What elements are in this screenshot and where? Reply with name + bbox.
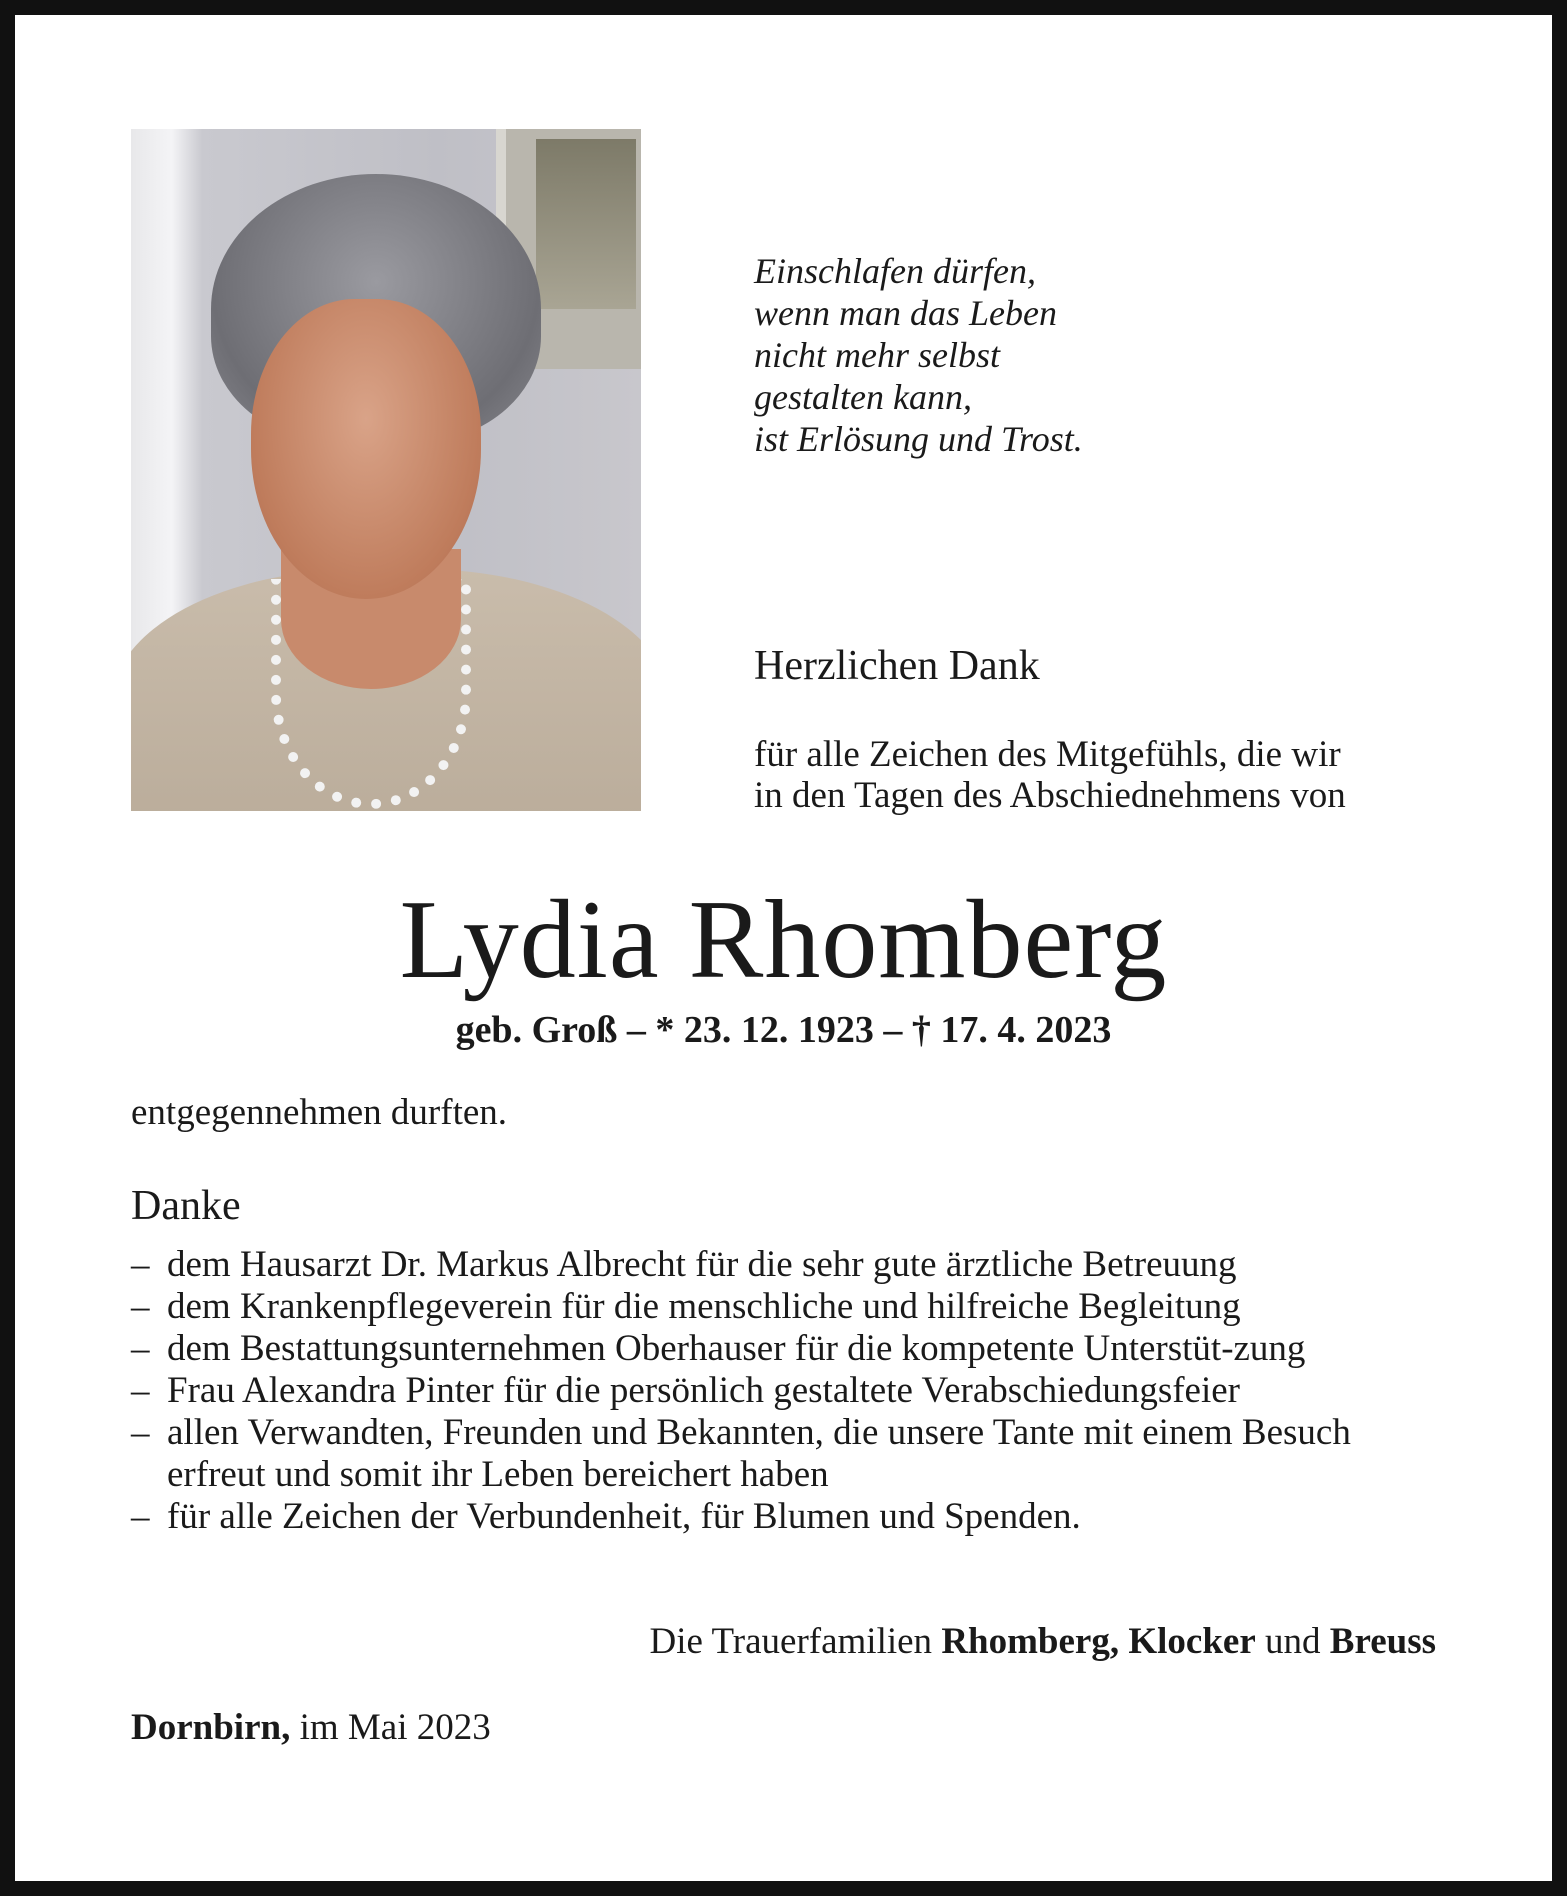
- list-item: [131, 1244, 1441, 1286]
- life-dates: geb. Groß – * 23. 12. 1923 – † 17. 4. 2023: [455, 1009, 1112, 1051]
- list-item-text: dem Krankenpflegeverein für die menschliche und hilfreiche Begleitung: [167, 1286, 1241, 1327]
- dash: –: [131, 1370, 150, 1411]
- outro-text: entgegennehmen durften.: [131, 1092, 508, 1133]
- dash: –: [131, 1496, 150, 1537]
- intro-line: für alle Zeichen des Mitgefühls, die wir: [754, 734, 1341, 775]
- list-item-text: Frau Alexandra Pinter für die persönlich gestaltete Verabschiedungsfeier: [167, 1370, 1240, 1411]
- list-item: [131, 1412, 1441, 1496]
- dash: –: [131, 1412, 150, 1453]
- list-item-text: dem Hausarzt Dr. Markus Albrecht für die sehr gute ärztliche Betreuung: [167, 1244, 1237, 1285]
- family-name: Klocker: [1128, 1621, 1256, 1662]
- portrait-photo: [131, 129, 641, 811]
- family-name: Rhomberg,: [941, 1621, 1120, 1662]
- quote-line: Einschlafen dürfen,: [754, 251, 1036, 291]
- signature-prefix: Die Trauerfamilien: [649, 1621, 942, 1662]
- list-item: [131, 1286, 1441, 1328]
- quote: [754, 250, 1083, 460]
- family-name: Breuss: [1329, 1621, 1436, 1662]
- thanks-heading: Herzlichen Dank: [754, 643, 1040, 689]
- quote-line: ist Erlösung und Trost.: [754, 419, 1083, 459]
- dash: –: [131, 1328, 150, 1369]
- place-date-text: im Mai 2023: [290, 1707, 491, 1748]
- intro-text: [754, 734, 1346, 816]
- list-item: [131, 1328, 1407, 1370]
- list-item-text: dem Bestattungsunternehmen Oberhauser für die kompetente Unterstüt-zung: [167, 1328, 1306, 1369]
- list-item-text: für alle Zeichen der Verbundenheit, für Blumen und Spenden.: [167, 1496, 1081, 1537]
- quote-line: gestalten kann,: [754, 377, 972, 417]
- danke-heading: Danke: [131, 1183, 241, 1229]
- dash: –: [131, 1286, 150, 1327]
- list-item: [131, 1496, 1441, 1538]
- quote-line: wenn man das Leben: [754, 293, 1057, 333]
- thanks-list: [131, 1244, 1441, 1538]
- signature: [649, 1620, 1436, 1663]
- list-item-text: allen Verwandten, Freunden und Bekannten, die unsere Tante mit einem Besuch erfreut und somit ihr Leben bereichert haben: [167, 1412, 1351, 1495]
- quote-line: nicht mehr selbst: [754, 335, 1000, 375]
- signature-conj: und: [1255, 1621, 1330, 1662]
- place-city: Dornbirn,: [131, 1707, 291, 1748]
- list-item: [131, 1370, 1441, 1412]
- place-date: [131, 1706, 491, 1749]
- deceased-name: Lydia Rhomberg: [399, 878, 1168, 1002]
- dash: –: [131, 1244, 150, 1285]
- intro-line: in den Tagen des Abschiednehmens von: [754, 775, 1346, 816]
